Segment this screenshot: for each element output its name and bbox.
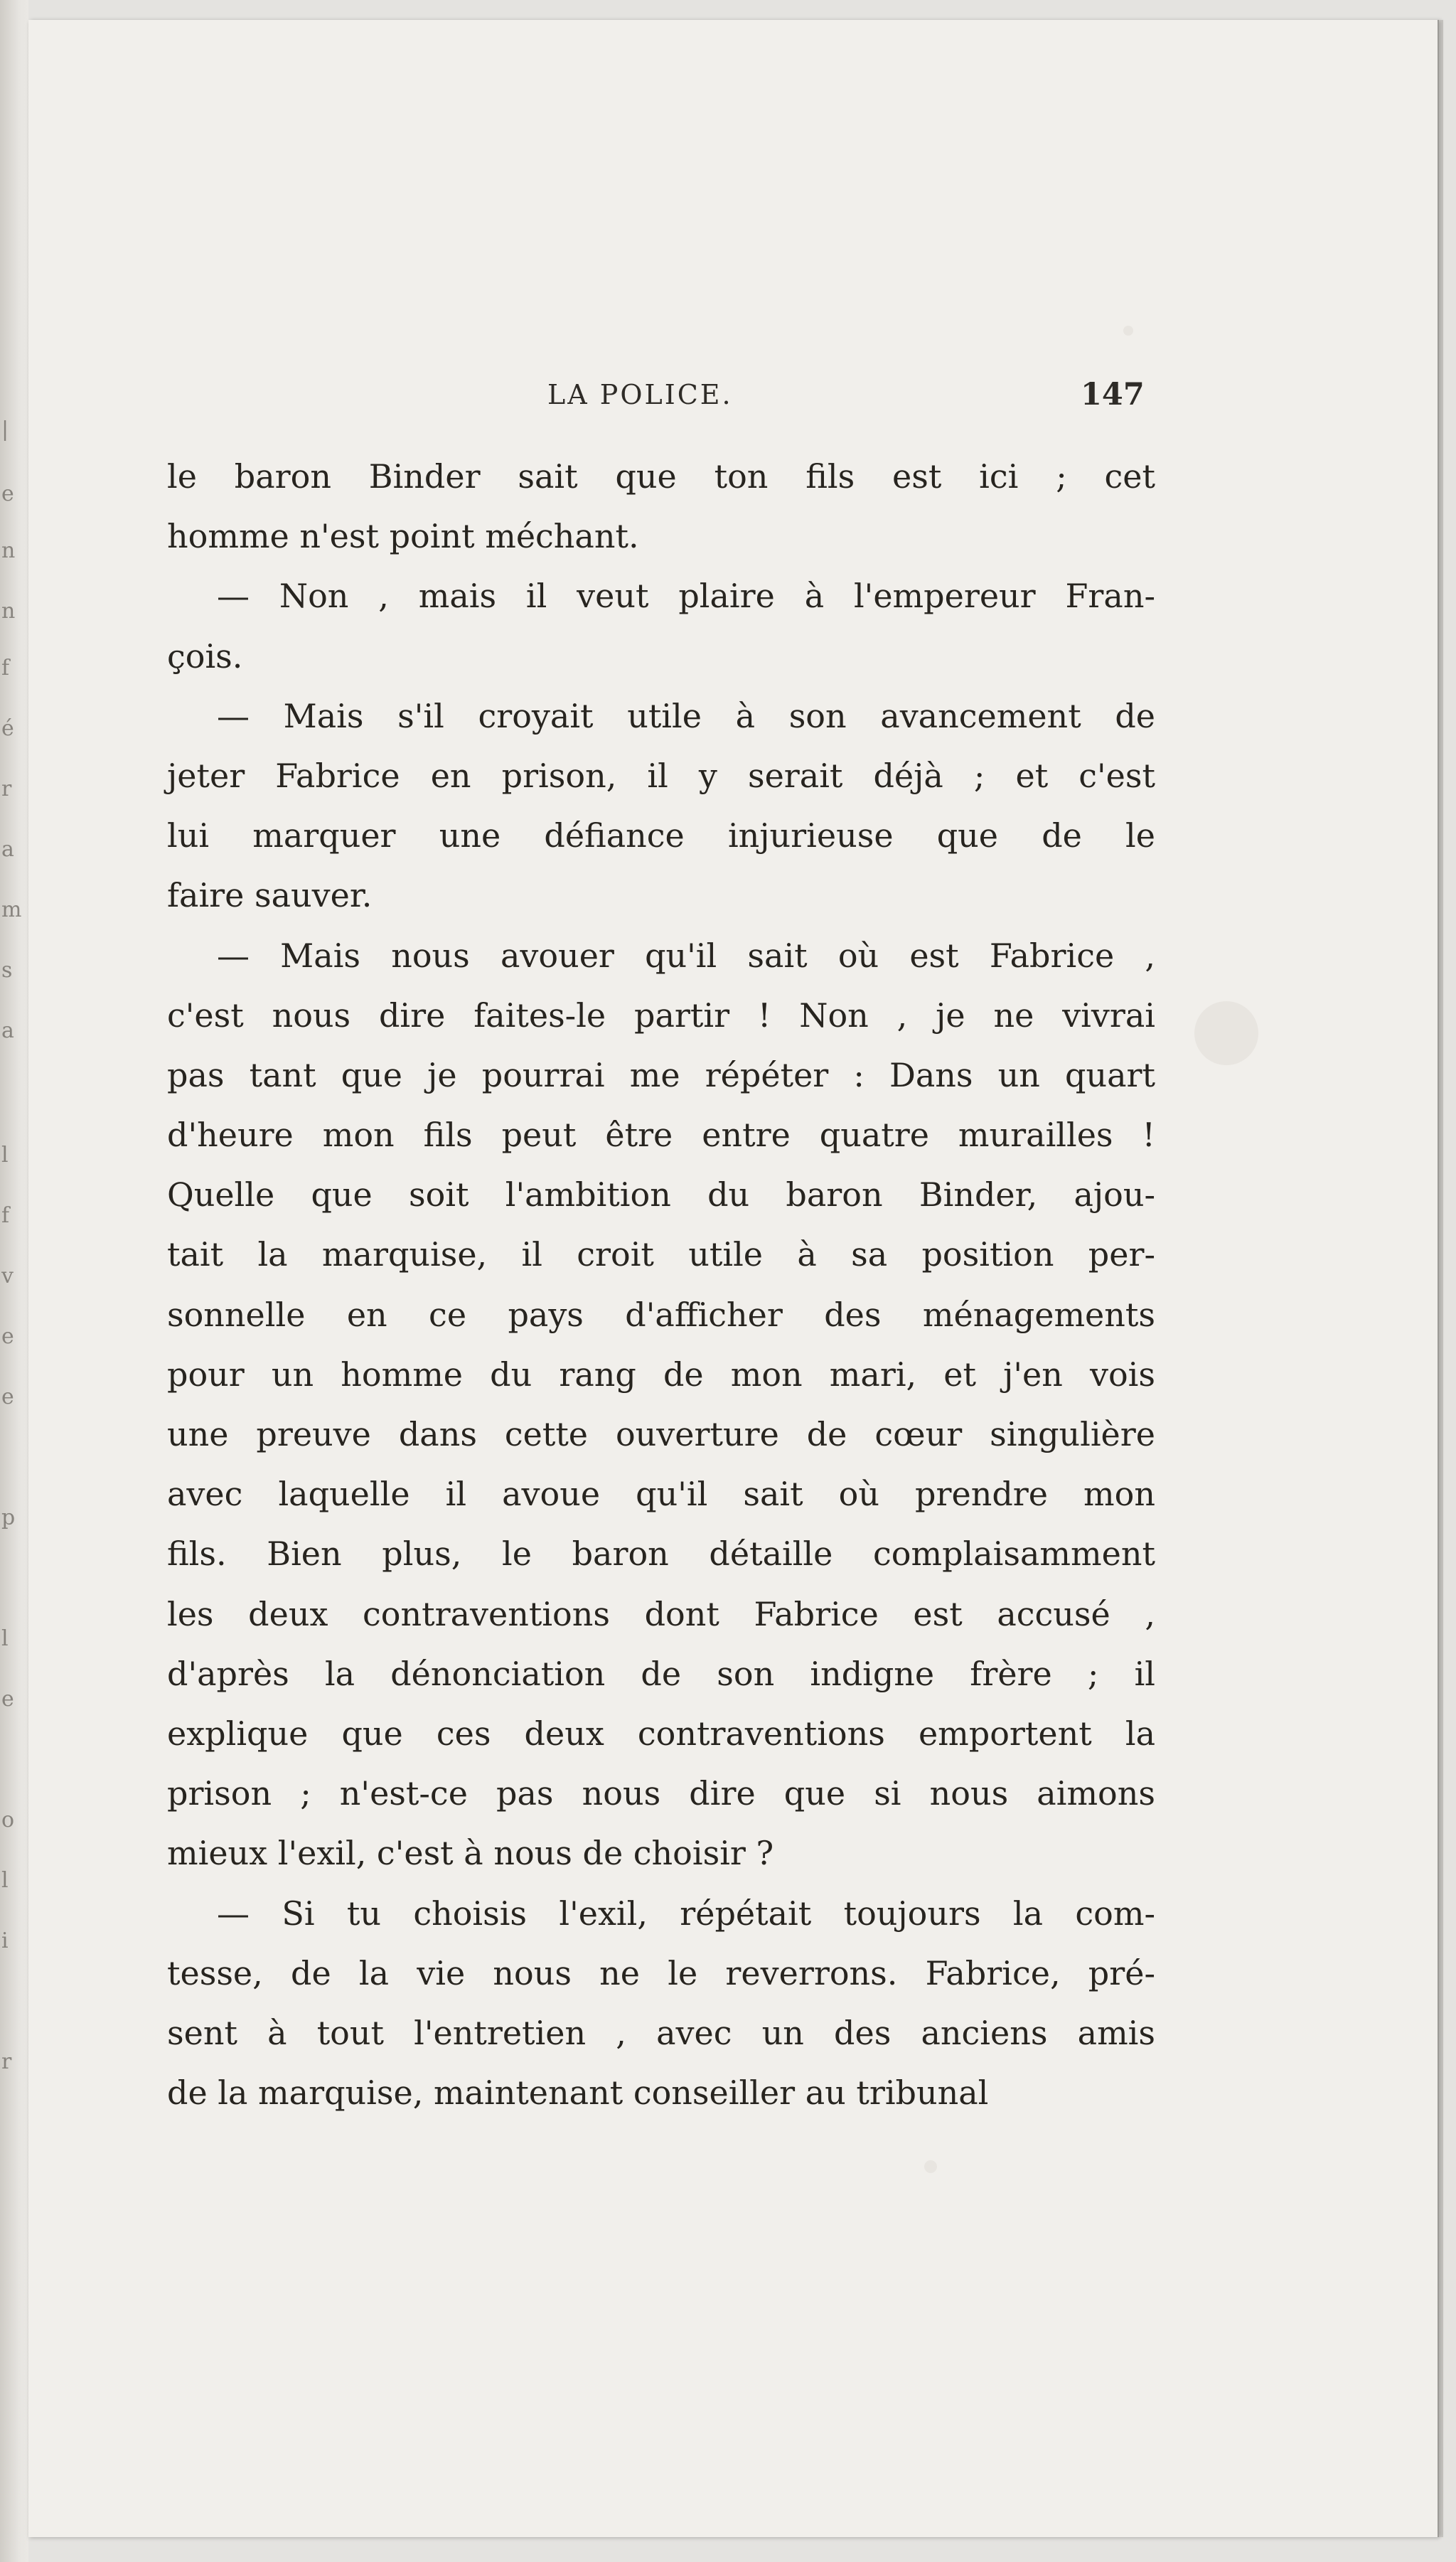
bleed-through-mark: a (1, 1020, 14, 1042)
bleed-through-mark: e (1, 1387, 14, 1408)
text-line: le baron Binder sait que ton fils est ici ; cet (167, 457, 1155, 496)
text-line: lui marquer une défiance injurieuse que de le (167, 816, 1155, 855)
bleed-through-mark: e (1, 1689, 14, 1710)
book-page (28, 20, 1439, 2537)
bleed-through-mark: r (1, 2051, 12, 2073)
text-line: une preuve dans cette ouverture de cœur singulière (167, 1415, 1155, 1453)
bleed-through-mark: e (1, 1326, 14, 1347)
text-line: avec laquelle il avoue qu'il sait où prendre mon (167, 1475, 1155, 1514)
bleed-through-mark: f (1, 1205, 10, 1227)
bleed-through-mark: l (1, 1628, 9, 1650)
bleed-through-mark: s (1, 960, 13, 981)
bleed-through-mark: l (1, 1145, 9, 1166)
text-line: — Non , mais il veut plaire à l'empereur Fran- (217, 577, 1155, 616)
text-line: sonnelle en ce pays d'afficher des ménagements (167, 1295, 1155, 1334)
facing-page-gutter (0, 0, 28, 2562)
bleed-through-mark: m (1, 900, 22, 921)
running-title: LA POLICE. (547, 379, 733, 410)
bleed-through-mark: f (1, 658, 10, 679)
text-line: d'après la dénonciation de son indigne frère ; il (167, 1654, 1155, 1693)
page-edge (1439, 20, 1443, 2537)
bleed-through-mark: o (1, 1810, 15, 1831)
text-line: les deux contraventions dont Fabrice est accusé , (167, 1594, 1155, 1633)
text-line: sent à tout l'entretien , avec un des anciens amis (167, 2013, 1155, 2052)
bleed-through-mark: i (1, 1931, 9, 1952)
text-line: — Mais nous avouer qu'il sait où est Fabrice , (217, 936, 1155, 975)
text-line: mieux l'exil, c'est à nous de choisir ? (167, 1834, 774, 1873)
body-text (167, 447, 1155, 2123)
paragraph (167, 1884, 1155, 2123)
paper-foxing-spot (924, 2160, 937, 2173)
bleed-through-mark: r (1, 779, 12, 800)
text-line: faire sauver. (167, 876, 373, 915)
text-line: çois. (167, 636, 243, 676)
text-line: tesse, de la vie nous ne le reverrons. Fabrice, pré- (167, 1953, 1155, 1992)
running-head (28, 361, 1438, 411)
bleed-through-mark: e (1, 484, 14, 505)
text-line: pour un homme du rang de mon mari, et j'en vois (167, 1355, 1155, 1394)
text-line: c'est nous dire faites-le partir ! Non , je ne vivrai (167, 996, 1155, 1035)
bleed-through-mark: v (1, 1266, 14, 1287)
text-line: fils. Bien plus, le baron détaille complaisamment (167, 1534, 1155, 1574)
paper-foxing-spot (1194, 1001, 1258, 1065)
text-line: pas tant que je pourrai me répéter : Dans un quart (167, 1055, 1155, 1094)
text-line: de la marquise, maintenant conseiller au tribunal (167, 2073, 989, 2113)
paragraph (167, 686, 1155, 926)
bleed-through-mark: n (1, 601, 16, 622)
bleed-through-mark: l (1, 1870, 9, 1891)
text-line: d'heure mon fils peut être entre quatre murailles ! (167, 1116, 1155, 1155)
text-line: jeter Fabrice en prison, il y serait déjà ; et c'est (167, 756, 1155, 795)
text-line: — Si tu choisis l'exil, répétait toujours la com- (217, 1894, 1155, 1933)
paragraph (167, 926, 1155, 1884)
bleed-through-mark: | (1, 420, 9, 441)
text-line: prison ; n'est-ce pas nous dire que si nous aimons (167, 1774, 1155, 1813)
text-line: Quelle que soit l'ambition du baron Binder, ajou- (167, 1175, 1155, 1215)
text-line: tait la marquise, il croit utile à sa position per- (167, 1235, 1155, 1274)
bleed-through-mark: n (1, 540, 16, 562)
text-line: homme n'est point méchant. (167, 517, 639, 556)
bleed-through-mark: p (1, 1507, 16, 1529)
bleed-through-mark: a (1, 839, 14, 860)
text-line: — Mais s'il croyait utile à son avancement de (217, 696, 1155, 735)
page-number: 147 (1081, 377, 1145, 412)
paragraph (167, 566, 1155, 685)
paragraph (167, 447, 1155, 566)
bleed-through-mark: é (1, 718, 14, 740)
text-line: explique que ces deux contraventions emportent la (167, 1714, 1155, 1753)
paper-foxing-spot (1123, 326, 1133, 336)
